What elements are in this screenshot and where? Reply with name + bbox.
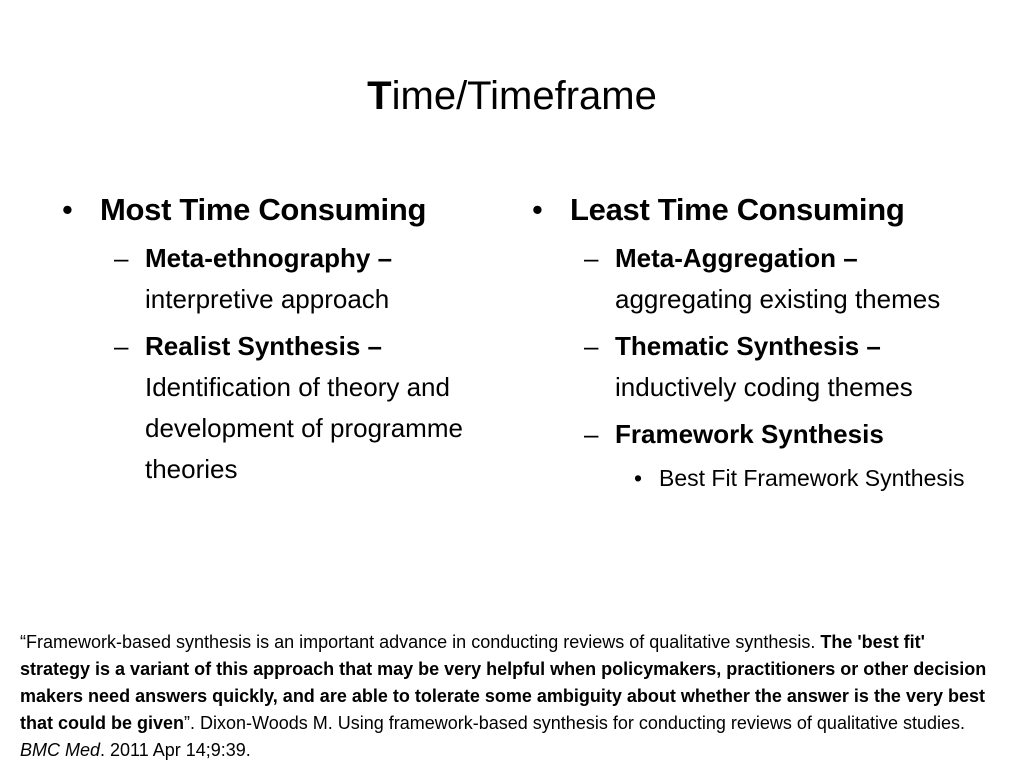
quote-bold: The 'best fit' strategy is a variant of this approach that may be very helpful when policymakers, practitioners or other decision makers need answers quickly, and are able to tolerate some ambiguity about whether the answer is the very best that could be given — [20, 632, 987, 733]
item-description: Identification of theory and development of programme theories — [145, 372, 463, 484]
slide-title — [0, 72, 1024, 120]
bullet-icon: • — [634, 465, 643, 491]
title-first-letter: T — [367, 74, 392, 118]
dash-icon: – — [584, 419, 599, 449]
item-term: Thematic Synthesis – — [615, 331, 881, 361]
dash-icon: – — [584, 331, 599, 361]
right-heading: Least Time Consuming — [570, 192, 905, 227]
bullet-icon: • — [532, 192, 543, 227]
right-item-meta-aggregation — [528, 238, 968, 320]
dash-icon: – — [584, 243, 599, 273]
quote-journal: BMC Med — [20, 740, 101, 760]
item-description: inductively coding themes — [615, 372, 913, 402]
dash-icon: – — [114, 243, 129, 273]
left-item-realist-synthesis — [58, 326, 488, 490]
right-item-framework-synthesis — [528, 414, 968, 455]
dash-icon: – — [114, 331, 129, 361]
right-item-thematic-synthesis — [528, 326, 968, 408]
item-description: interpretive approach — [145, 284, 390, 314]
quote-part3: . 2011 Apr 14;9:39. — [100, 740, 251, 760]
title-rest: ime/Timeframe — [391, 74, 657, 118]
left-column — [58, 188, 488, 490]
right-heading-item — [528, 188, 968, 232]
right-column — [528, 188, 968, 495]
right-subitem-best-fit — [528, 461, 968, 495]
left-heading: Most Time Consuming — [100, 192, 427, 227]
item-term: Framework Synthesis — [615, 419, 884, 449]
citation-quote — [20, 629, 990, 764]
subitem-text: Best Fit Framework Synthesis — [659, 465, 965, 491]
left-heading-item — [58, 188, 488, 232]
item-term: Meta-ethnography – — [145, 243, 393, 273]
item-term: Realist Synthesis – — [145, 331, 382, 361]
quote-part1: “Framework-based synthesis is an important advance in conducting reviews of qualitative synthesis. — [20, 632, 821, 652]
quote-part2: ”. Dixon-Woods M. Using framework-based synthesis for conducting reviews of qualitative studies. — [184, 713, 966, 733]
bullet-icon: • — [62, 192, 73, 227]
left-item-meta-ethnography — [58, 238, 488, 320]
item-description: aggregating existing themes — [615, 284, 941, 314]
item-term: Meta-Aggregation – — [615, 243, 858, 273]
